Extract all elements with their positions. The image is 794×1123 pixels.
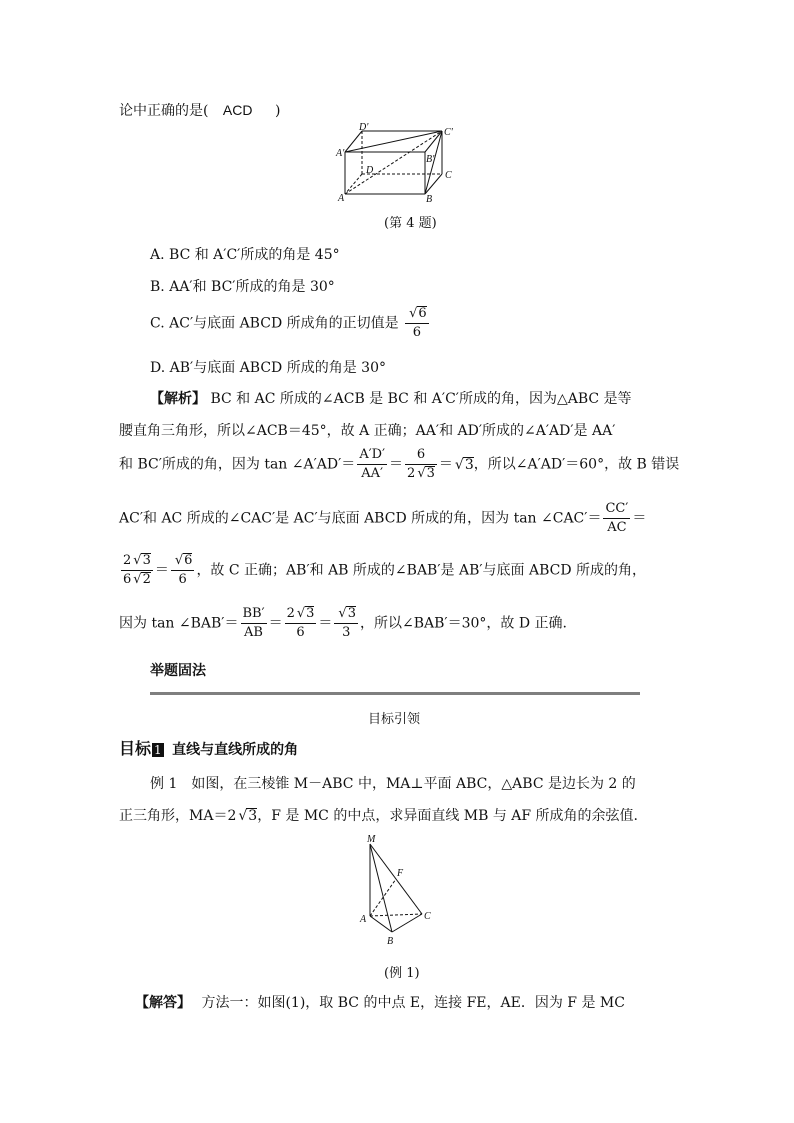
- target-label: 目标: [119, 739, 152, 758]
- label-b2: B: [387, 936, 394, 947]
- question-text: 论中正确的是(: [119, 103, 209, 119]
- option-c-key: C.: [150, 315, 165, 332]
- analysis-line5: $\frac{2√ 3}{6√ 2}$ ＝ √ $\frac{6}{6}$ ，故 C 正确；AB′和 AB 所成的∠BAB′是 AB′与底面 ABCD 所成的角，: [119, 552, 646, 589]
- analysis-tag: 【解析】: [150, 391, 206, 407]
- answer-value: ACD: [222, 102, 253, 118]
- section-title: 举题固法: [150, 663, 206, 679]
- label-a-prime: A': [336, 148, 345, 159]
- label-d-prime: D': [359, 122, 369, 133]
- analysis-line1: 【解析】 BC 和 AC 所成的∠ACB 是 BC 和 A′C′所成的角，因为△ABC 是等: [150, 391, 632, 407]
- option-a-text: BC 和 A′C′所成的角是 45°: [169, 247, 340, 263]
- option-c-fraction: √ $\frac{6}{6}$: [405, 305, 429, 342]
- question-tail: [119, 100, 280, 120]
- label-c2: C: [424, 911, 431, 922]
- label-a2: A: [360, 914, 367, 925]
- example-line2: 正三角形，MA＝2√ 3，F 是 MC 的中点，求异面直线 MB 与 AF 所成角的余弦值.: [119, 805, 638, 825]
- label-d: D: [366, 165, 374, 176]
- figure1-caption: (第 4 题): [384, 216, 437, 231]
- tetrahedron-figure: [357, 832, 437, 950]
- target-heading: [119, 736, 298, 759]
- analysis-line3: 和 BC′所成的角，因为 tan ∠A′AD′＝ $\frac{A'D'}{AA'}$ ＝ $\frac{6}{2√ 3}$ ＝√ 3，所以∠A′AD′＝60°，故 B 错误: [119, 446, 679, 483]
- analysis-line6: 因为 tan ∠BAB′＝ $\frac{BB'}{AB}$ ＝ $\frac{2√ 3}{6}$ ＝ √ $\frac{3}{3}$ ，所以∠BAB′＝30°，故 D 正确.: [119, 605, 567, 642]
- option-b-text: AA′和 BC′所成的角是 30°: [169, 279, 335, 295]
- option-d-text: AB′与底面 ABCD 所成的角是 30°: [169, 360, 386, 376]
- answer-tag: 【解答】: [135, 995, 191, 1011]
- answer-line: [135, 992, 625, 1012]
- label-m: M: [367, 834, 376, 845]
- option-c: [150, 305, 431, 342]
- option-d: [150, 357, 386, 377]
- label-a: A: [338, 193, 345, 204]
- option-a: [150, 244, 340, 264]
- label-c-prime: C': [444, 127, 453, 138]
- option-d-key: D.: [150, 360, 166, 376]
- option-b-key: B.: [150, 279, 165, 295]
- target-title: 直线与直线所成的角: [172, 742, 299, 758]
- label-b-prime: B': [426, 154, 435, 165]
- analysis-line4: AC′和 AC 所成的∠CAC′是 AC′与底面 ABCD 所成的角，因为 tan ∠CAC′＝ $\frac{CC'}{AC}$ ＝: [119, 501, 647, 535]
- example-caption: (例 1): [384, 966, 420, 981]
- label-f: F: [397, 868, 404, 879]
- label-c: C: [445, 170, 452, 181]
- option-b: [150, 276, 335, 296]
- option-c-text: AC′与底面 ABCD 所成角的正切值是: [169, 315, 399, 332]
- answer-text: 方法一：如图(1)，取 BC 的中点 E，连接 FE，AE．因为 F 是 MC: [201, 995, 625, 1011]
- target-number: 1: [154, 743, 162, 757]
- analysis-line2: 腰直角三角形，所以∠ACB＝45°，故 A 正确；AA′和 AD′所成的∠A′AD′是 AA′: [119, 423, 616, 439]
- cuboid-figure: [335, 122, 465, 204]
- option-a-key: A.: [150, 247, 165, 263]
- section-subtitle: 目标引领: [368, 712, 421, 727]
- answer-close: ): [274, 103, 281, 119]
- label-b: B: [426, 194, 433, 204]
- section-divider: [150, 692, 640, 695]
- example-line1: 例 1 如图，在三棱锥 M－ABC 中，MA⊥平面 ABC，△ABC 是边长为 2 的: [150, 776, 636, 792]
